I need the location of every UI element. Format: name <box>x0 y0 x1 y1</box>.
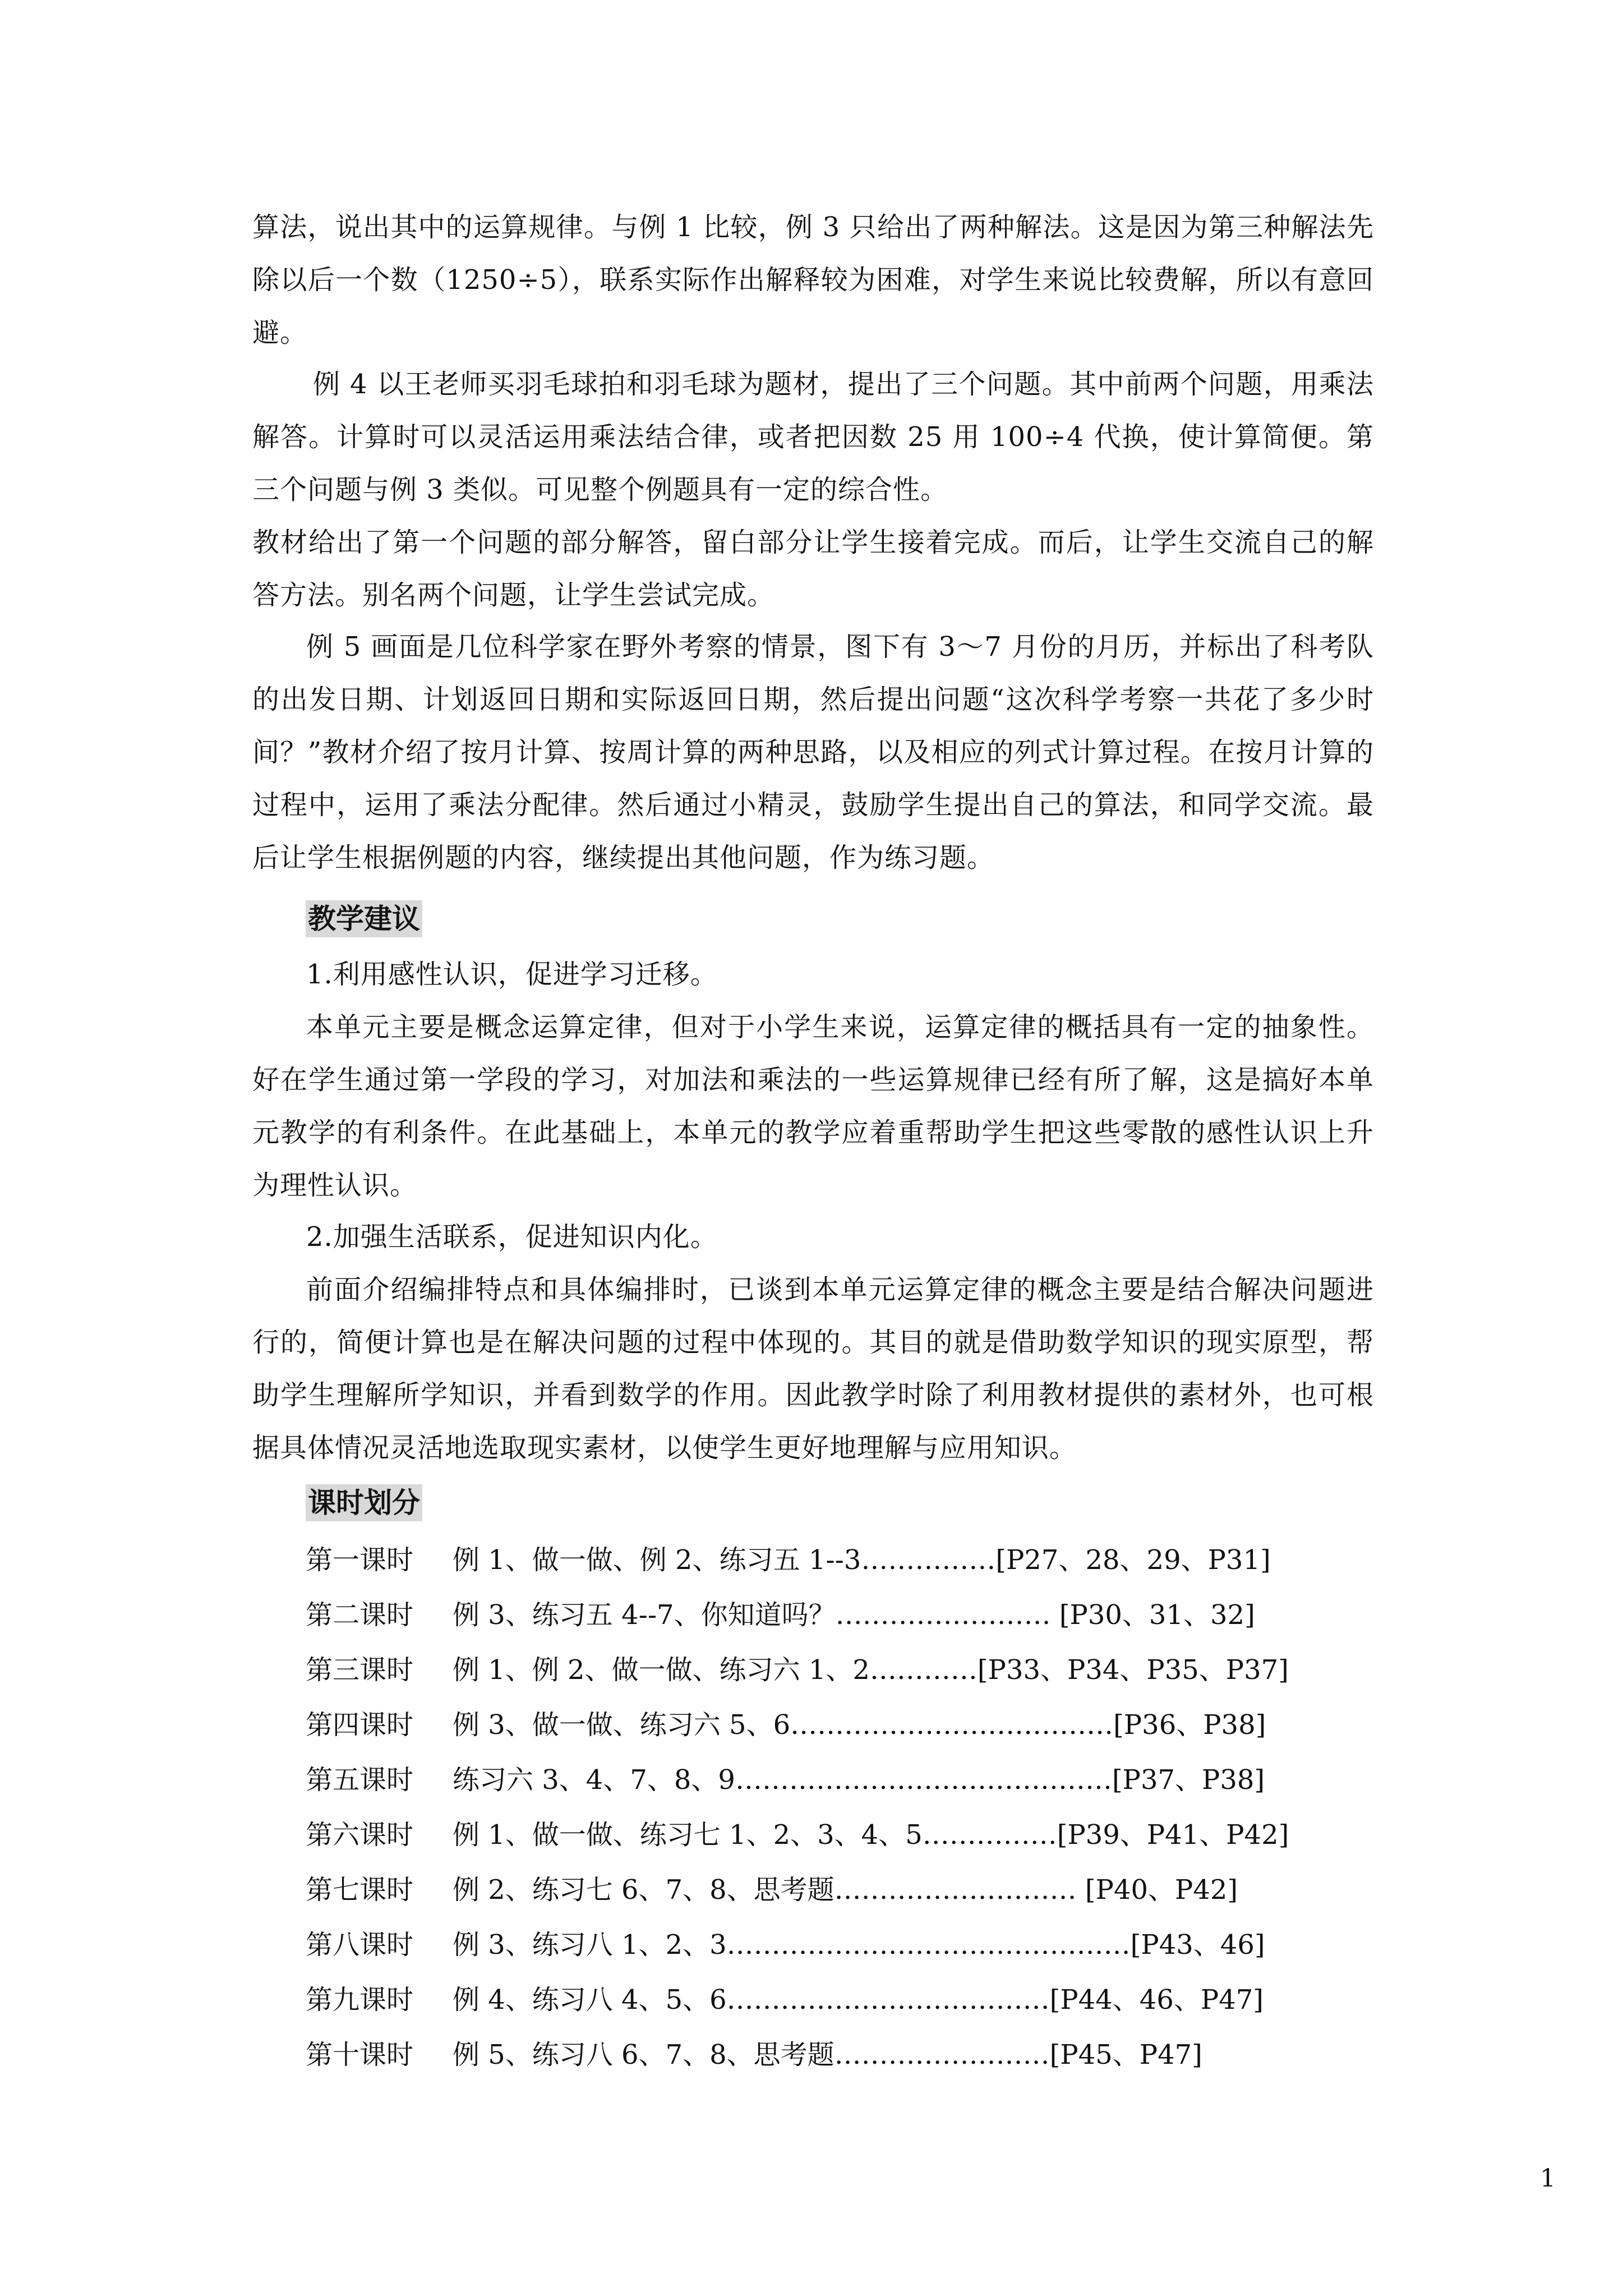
lesson-schedule-list <box>306 1533 1289 2082</box>
suggestion-2-title: 2.加强生活联系，促进知识内化。 <box>306 1221 718 1253</box>
lesson-content: 例 5、练习八 6、7、8、思考题……………………[P45、P47] <box>453 2039 1202 2070</box>
lesson-content: 例 3、练习五 4--7、你知道吗？…………………… [P30、31、32] <box>453 1599 1255 1631</box>
list-item <box>306 1752 1289 1807</box>
section-heading-teaching-suggestions: 教学建议 <box>306 900 422 937</box>
paragraph-continuation: 算法，说出其中的运算规律。与例 1 比较，例 3 只给出了两种解法。这是因为第三种解法先除以后一个数（1250÷5），联系实际作出解释较为困难，对学生来说比较费解，所以有意回避。 <box>252 211 1374 348</box>
paragraph-materials: 教材给出了第一个问题的部分解答，留白部分让学生接着完成。而后，让学生交流自己的解答方法。别名两个问题，让学生尝试完成。 <box>252 527 1374 611</box>
lesson-label: 第二课时 <box>306 1599 414 1631</box>
lesson-label: 第五课时 <box>306 1764 414 1796</box>
list-item <box>306 1917 1289 1972</box>
list-item <box>306 1807 1289 1862</box>
lesson-content: 例 1、做一做、练习七 1、2、3、4、5……………[P39、P41、P42] <box>453 1819 1289 1851</box>
list-item <box>306 1588 1289 1642</box>
lesson-content: 例 3、练习八 1、2、3………………………………………[P43、46] <box>453 1929 1265 1961</box>
lesson-label: 第六课时 <box>306 1819 414 1851</box>
lesson-content: 例 1、例 2、做一做、练习六 1、2…………[P33、P34、P35、P37] <box>453 1654 1289 1686</box>
list-item <box>306 2027 1289 2082</box>
section-heading-lesson-plan: 课时划分 <box>306 1484 422 1521</box>
lesson-label: 第七课时 <box>306 1874 414 1906</box>
lesson-label: 第一课时 <box>306 1544 414 1576</box>
lesson-label: 第九课时 <box>306 1984 414 2016</box>
lesson-label: 第八课时 <box>306 1929 414 1961</box>
suggestion-2-body: 前面介绍编排特点和具体编排时，已谈到本单元运算定律的概念主要是结合解决问题进行的，简便计算也是在解决问题的过程中体现的。其目的就是借助数学知识的现实原型，帮助学生理解所学知识，并看到数学的作用。因此教学时除了利用教材提供的素材外，也可根据具体情况灵活地选取现实素材，以使学生更好地理解与应用知识。 <box>252 1274 1374 1464</box>
lesson-label: 第十课时 <box>306 2039 414 2070</box>
list-item <box>306 1533 1289 1588</box>
lesson-label: 第三课时 <box>306 1654 414 1686</box>
suggestion-1-body: 本单元主要是概念运算定律，但对于小学生来说，运算定律的概括具有一定的抽象性。好在学生通过第一学段的学习，对加法和乘法的一些运算规律已经有所了解，这是搞好本单元教学的有利条件。在此基础上，本单元的教学应着重帮助学生把这些零散的感性认识上升为理性认识。 <box>252 1011 1374 1201</box>
lesson-content: 例 3、做一做、练习六 5、6………………………………[P36、P38] <box>453 1709 1266 1741</box>
paragraph-example-5: 例 5 画面是几位科学家在野外考察的情景，图下有 3～7 月份的月历，并标出了科考队的出发日期、计划返回日期和实际返回日期，然后提出问题“这次科学考察一共花了多少时间？”教材介绍了按月计算、按周计算的两种思路，以及相应的列式计算过程。在按月计算的过程中，运用了乘法分配律。然后通过小精灵，鼓励学生提出自己的算法，和同学交流。最后让学生根据例题的内容，继续提出其他问题，作为练习题。 <box>252 631 1374 873</box>
lesson-content: 例 1、做一做、例 2、练习五 1--3……………[P27、28、29、P31] <box>453 1544 1271 1576</box>
lesson-content: 例 2、练习七 6、7、8、思考题……………………… [P40、P42] <box>453 1874 1238 1906</box>
list-item <box>306 1697 1289 1752</box>
paragraph-example-4: 例 4 以王老师买羽毛球拍和羽毛球为题材，提出了三个问题。其中前两个问题，用乘法解答。计算时可以灵活运用乘法结合律，或者把因数 25 用 100÷4 代换，使计算简便。第三个问题与例 3 类似。可见整个例题具有一定的综合性。 <box>252 369 1374 505</box>
suggestion-1-title: 1.利用感性认识，促进学习迁移。 <box>306 959 718 990</box>
lesson-content: 例 4、练习八 4、5、6………………………………[P44、46、P47] <box>453 1984 1264 2016</box>
page-number: 1 <box>1540 2164 1556 2193</box>
list-item <box>306 1862 1289 1917</box>
list-item <box>306 1642 1289 1697</box>
list-item <box>306 1972 1289 2027</box>
lesson-content: 练习六 3、4、7、8、9……………………………………[P37、P38] <box>453 1764 1265 1796</box>
lesson-label: 第四课时 <box>306 1709 414 1741</box>
